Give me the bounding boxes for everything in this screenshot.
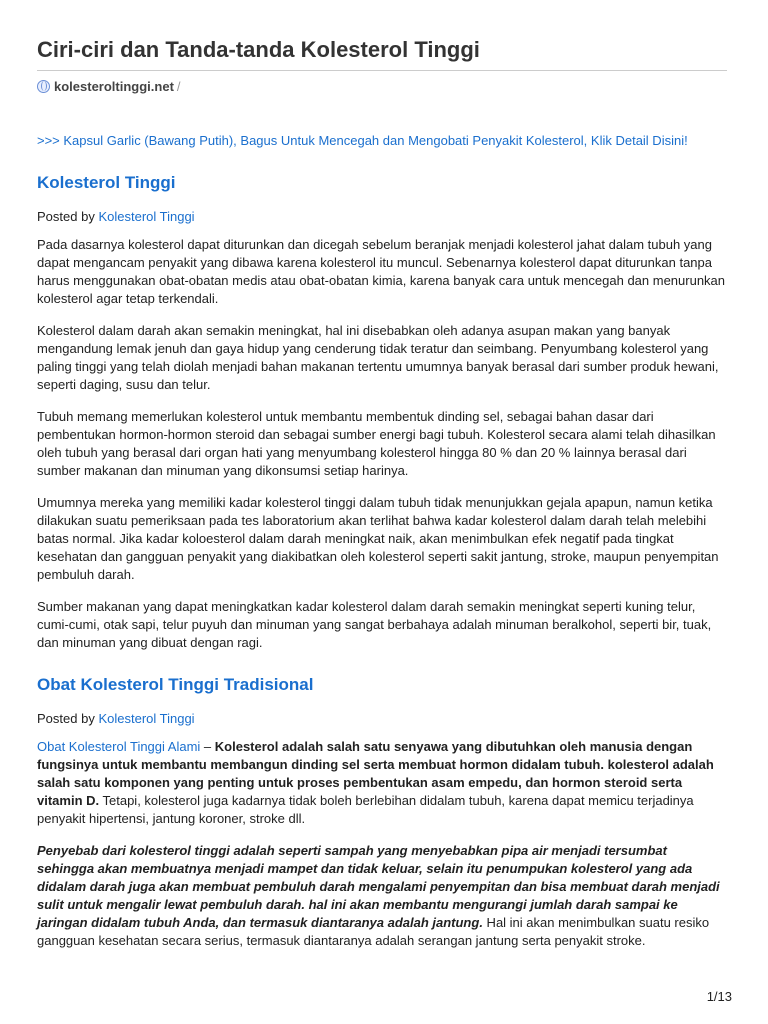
section-heading-obat-kolesterol: Obat Kolesterol Tinggi Tradisional [37, 675, 314, 694]
section-heading-kolesterol-tinggi: Kolesterol Tinggi [37, 173, 176, 192]
paragraph-text: Tetapi, kolesterol juga kadarnya tidak boleh berlebihan didalam tubuh, karena dapat memicu terjadinya penyakit hipertensi, jantung koroner, stroke dll. [37, 793, 694, 826]
paragraph [37, 842, 727, 950]
source-site-link[interactable]: kolesteroltinggi.net [54, 79, 174, 94]
bold-italic-text: Penyebab dari kolesterol tinggi adalah seperti sampah yang menyebabkan pipa air menjadi tersumbat sehingga akan membuatnya menjadi mampet dan tidak keluar, selain itu penumpukan kolesterol yang ada didalam darah juga akan membuat pembuluh darah mengalami penyempitan dan bisa membuat darah menjadi sulit untuk mengalir lewat pembuluh darah. hal ini akan membantu mengurangi jumlah darah sampai ke jaringan didalam tubuh Anda, dan termasuk diantaranya adalah jantung. [37, 843, 720, 930]
dash: – [200, 739, 215, 754]
source-separator: / [176, 79, 181, 94]
bold-text: Kolesterol adalah salah satu senyawa yang dibutuhkan oleh manusia dengan fungsinya untuk membantu membangun dinding sel serta membuat hormon didalam tubuh. kolesterol adalah salah satu komponen yang penting untuk proses pembentukan asam empedu, dan hormon steroid serta vitamin D. [37, 739, 714, 808]
posted-by-label: Posted by [37, 209, 95, 224]
globe-icon [37, 80, 50, 93]
page-title: Ciri-ciri dan Tanda-tanda Kolesterol Tinggi [37, 36, 727, 71]
paragraph: Kolesterol dalam darah akan semakin meningkat, hal ini disebabkan oleh adanya asupan makan yang banyak mengandung lemak jenuh dan gaya hidup yang cenderung tidak teratur dan seimbang. Penyumbang kolesterol yang paling tinggi yang telah diolah menjadi bahan makanan tertentu umumnya banyak berasal dari sumber produk hewani, seperti daging, susu dan telur. [37, 323, 719, 392]
paragraph: Tubuh memang memerlukan kolesterol untuk membantu membentuk dinding sel, sebagai bahan dasar dari pembentukan hormon-hormon steroid dan sebagai sumber energi bagi tubuh. Kolesterol secara alami telah dihasilkan oleh tubuh yang berasal dari organ hati yang menyumbang kolesterol hingga 80 % dan 20 % lainnya berasal dari sumber makanan dan minuman yang dikonsumsi setiap harinya. [37, 409, 716, 478]
source-line [37, 79, 727, 94]
posted-by-label: Posted by [37, 711, 95, 726]
paragraph: Sumber makanan yang dapat meningkatkan kadar kolesterol dalam darah semakin meningkat seperti kuning telur, cumi-cumi, otak sapi, telur puyuh dan minuman yang sangat berbahaya adalah minuman beralkohol, seperti bir, tuak, dan minuman yang dibuat dengan ragi. [37, 599, 712, 650]
posted-by-line [37, 209, 727, 224]
author-link[interactable]: Kolesterol Tinggi [98, 711, 195, 726]
paragraph: Pada dasarnya kolesterol dapat diturunkan dan dicegah sebelum beranjak menjadi kolesterol jahat dalam tubuh yang dapat mengancam penyakit yang dibawa karena kolesterol itu muncul. Sebenarnya kolesterol dapat diturunkan tanpa harus menggunakan obat-obatan medis atau obat-obatan kimia, karena banyak cara untuk mencegah dan menurunkan kolesterol agar tetap terkendali. [37, 237, 726, 306]
page-number: 1/13 [706, 989, 732, 1004]
document-page [37, 36, 727, 950]
obat-kolesterol-link[interactable]: Obat Kolesterol Tinggi Alami [37, 739, 201, 754]
promo-link[interactable] [37, 132, 727, 150]
paragraph-text: Hal ini akan menimbulkan suatu resiko gangguan kesehatan secara serius, termasuk diantaranya adalah serangan jantung serta penyakit stroke. [37, 915, 710, 948]
paragraph: Umumnya mereka yang memiliki kadar kolesterol tinggi dalam tubuh tidak menunjukkan gejala apapun, namun ketika dilakukan suatu pemeriksaan pada tes laboratorium akan terlihat bahwa kadar kolesterol dalam darah telah melebihi batas normal. Jika kadar koloesterol dalam darah meningkat naik, akan menimbulkan efek negatif pada tingkat kesehatan dan gangguan penyakit yang diakibatkan oleh kolesterol seperti sakit jantung, stroke, maupun penyempitan pembuluh darah. [37, 495, 719, 582]
author-link[interactable]: Kolesterol Tinggi [98, 209, 195, 224]
paragraph [37, 738, 727, 828]
posted-by-line [37, 711, 727, 726]
promo-link-text[interactable]: >>> Kapsul Garlic (Bawang Putih), Bagus Untuk Mencegah dan Mengobati Penyakit Kolesterol, Klik Detail Disini! [37, 133, 688, 148]
